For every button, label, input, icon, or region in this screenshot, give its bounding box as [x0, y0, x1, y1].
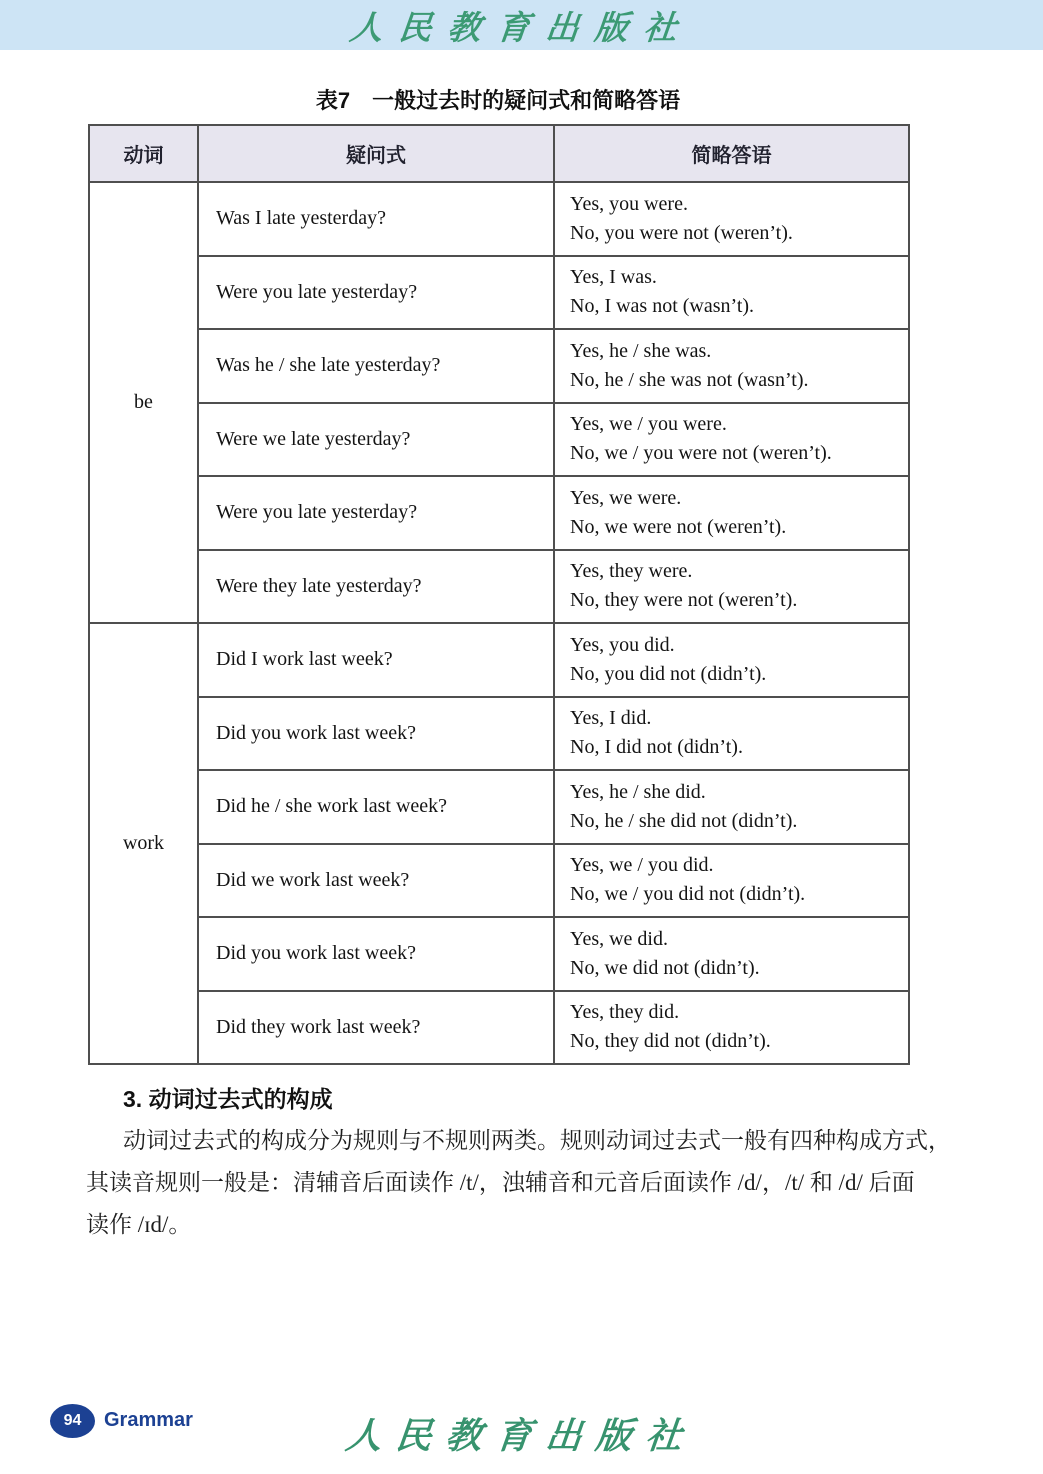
question-cell: Did you work last week? [198, 697, 554, 771]
answer-line-no: No, you were not (weren’t). [570, 221, 793, 244]
section-3 [86, 1078, 966, 1246]
table-row [89, 770, 909, 844]
answer-cell [554, 623, 909, 697]
question-cell: Did they work last week? [198, 991, 554, 1065]
table-title [88, 84, 908, 115]
table-row [89, 550, 909, 624]
table-row [89, 844, 909, 918]
verb-cell-be: be [89, 182, 198, 623]
column-header-verb: 动词 [89, 125, 198, 182]
table-row [89, 697, 909, 771]
answer-line-yes: Yes, I did. [570, 707, 652, 730]
table-title-text: 一般过去时的疑问式和简略答语 [372, 88, 681, 113]
answer-cell [554, 697, 909, 771]
page-number: 94 [63, 1412, 82, 1429]
table-row [89, 182, 909, 256]
table-row [89, 991, 909, 1065]
answer-line-no: No, he / she did not (didn’t). [570, 809, 798, 832]
table-row [89, 623, 909, 697]
answer-cell [554, 991, 909, 1065]
question-cell: Did he / she work last week? [198, 770, 554, 844]
answer-line-no: No, we / you were not (weren’t). [570, 442, 832, 465]
answer-line-no: No, I was not (wasn’t). [570, 295, 755, 318]
answer-cell [554, 476, 909, 550]
answer-line-no: No, they did not (didn’t). [570, 1030, 771, 1053]
answer-line-no: No, he / she was not (wasn’t). [570, 368, 809, 391]
question-cell: Did you work last week? [198, 917, 554, 991]
header-row [89, 125, 909, 182]
answer-line-yes: Yes, you did. [570, 633, 675, 656]
section-paragraph-line: 其读音规则一般是：清辅音后面读作 /t/，浊辅音和元音后面读作 /d/，/t/ 和 /d/ 后面 [86, 1170, 915, 1195]
grammar-table [88, 124, 910, 1065]
answer-cell [554, 182, 909, 256]
answer-line-no: No, they were not (weren’t). [570, 589, 798, 612]
table-row [89, 256, 909, 330]
answer-line-yes: Yes, they were. [570, 560, 693, 583]
publisher-logo-bottom: 人民教育出版社 [344, 1416, 699, 1456]
top-banner [0, 0, 1043, 50]
question-cell: Were you late yesterday? [198, 476, 554, 550]
column-header-answer: 简略答语 [554, 125, 909, 182]
answer-cell [554, 256, 909, 330]
table-row [89, 476, 909, 550]
table-row [89, 403, 909, 477]
answer-line-no: No, we did not (didn’t). [570, 956, 760, 979]
answer-line-no: No, you did not (didn’t). [570, 662, 767, 685]
answer-line-yes: Yes, we were. [570, 486, 682, 509]
answer-cell [554, 844, 909, 918]
footer-section-label: Grammar [104, 1409, 193, 1431]
answer-cell [554, 550, 909, 624]
column-header-question: 疑问式 [198, 125, 554, 182]
table-number-label: 表7 [315, 88, 351, 113]
answer-cell [554, 770, 909, 844]
answer-line-yes: Yes, we / you did. [570, 854, 714, 877]
answer-cell [554, 329, 909, 403]
question-cell: Was I late yesterday? [198, 182, 554, 256]
answer-line-yes: Yes, we / you were. [570, 413, 727, 436]
answer-cell [554, 403, 909, 477]
question-cell: Was he / she late yesterday? [198, 329, 554, 403]
question-cell: Were we late yesterday? [198, 403, 554, 477]
answer-line-yes: Yes, we did. [570, 927, 668, 950]
answer-line-yes: Yes, I was. [570, 266, 657, 289]
answer-line-no: No, we / you did not (didn’t). [570, 883, 806, 906]
section-heading: 3. 动词过去式的构成 [123, 1086, 333, 1112]
question-cell: Did I work last week? [198, 623, 554, 697]
verb-cell-work: work [89, 623, 198, 1064]
answer-line-no: No, we were not (weren’t). [570, 515, 787, 538]
question-cell: Did we work last week? [198, 844, 554, 918]
answer-line-yes: Yes, he / she was. [570, 339, 712, 362]
answer-cell [554, 917, 909, 991]
question-cell: Were you late yesterday? [198, 256, 554, 330]
question-cell: Were they late yesterday? [198, 550, 554, 624]
publisher-logo-top: 人民教育出版社 [347, 10, 695, 47]
table-row [89, 329, 909, 403]
bottom-logo-container [0, 1408, 1043, 1459]
answer-line-no: No, I did not (didn’t). [570, 736, 743, 759]
section-paragraph-line: 动词过去式的构成分为规则与不规则两类。规则动词过去式一般有四种构成方式， [123, 1128, 951, 1153]
answer-line-yes: Yes, he / she did. [570, 780, 706, 803]
table-row [89, 917, 909, 991]
answer-line-yes: Yes, they did. [570, 1001, 680, 1024]
section-paragraph-line: 读作 /ɪd/。 [86, 1212, 192, 1237]
answer-line-yes: Yes, you were. [570, 192, 688, 215]
